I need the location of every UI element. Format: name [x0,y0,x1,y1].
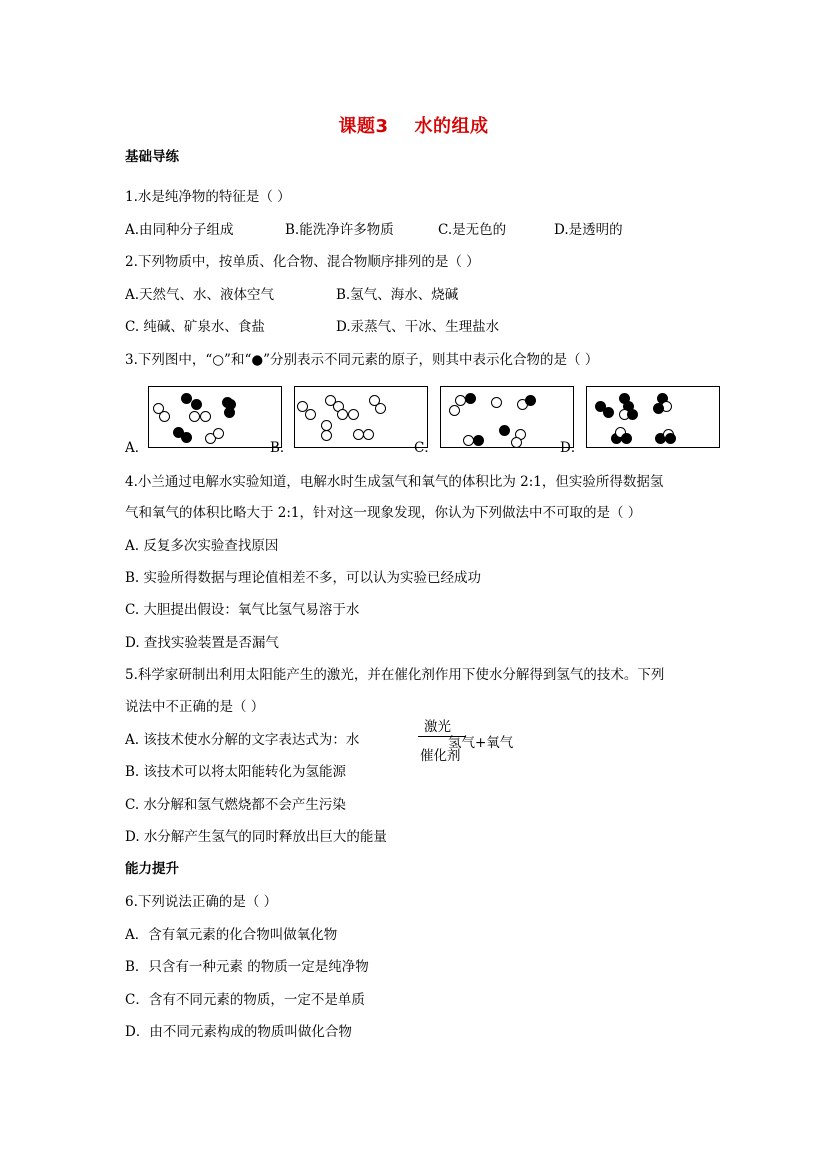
q5-stem-line2: 说法中不正确的是（ ） [125,699,265,715]
black-atom [603,407,614,418]
q3-figure-c [440,386,574,448]
white-atom [305,409,316,420]
title-part2: 水的组成 [414,116,489,137]
white-atom [321,430,332,441]
q5-stem-line1: 5.科学家研制出利用太阳能产生的激光，并在催化剂作用下使水分解得到氢气的技术。下列 [125,667,665,683]
white-atom [200,411,211,422]
q3-figure-a [148,386,282,448]
white-atom [491,397,502,408]
black-atom [465,393,476,404]
q4-option-b: B. 实验所得数据与理论值相差不多，可以认为实验已经成功 [125,570,482,586]
black-atom [191,399,202,410]
q5-option-b: B. 该技术可以将太阳能转化为氢能源 [125,764,347,780]
black-atom [653,403,664,414]
q3-label-d: D． [560,440,585,456]
q4-stem-line1: 4.小兰通过电解水实验知道，电解水时生成氢气和氧气的体积比为 2:1，但实验所得数据氢 [125,474,664,490]
white-atom [449,405,460,416]
black-atom [525,395,536,406]
black-atom [665,433,676,444]
q5-option-d: D. 水分解产生氢气的同时释放出巨大的能量 [125,829,387,845]
q4-option-c: C. 大胆提出假设：氧气比氢气易溶于水 [125,602,360,618]
title-part1: 课题3 [338,116,389,137]
q3-label-a: A． [125,440,149,456]
white-atom [363,429,374,440]
q2-option-d: D.汞蒸气、干冰、生理盐水 [336,319,500,335]
black-atom [181,432,192,443]
equation-condition-bottom: 催化剂 [420,748,461,764]
white-atom [511,437,522,448]
q2-option-a: A.天然气、水、液体空气 [125,287,275,303]
section-basic: 基础导练 [125,149,179,165]
q1-stem: 1.水是纯净物的特征是（ ） [125,189,291,205]
q1-option-d: D.是透明的 [554,222,623,238]
black-atom [473,435,484,446]
q1-option-c: C.是无色的 [438,222,507,238]
q3-label-c: C． [414,440,438,456]
q4-option-a: A. 反复多次实验查找原因 [125,538,279,554]
page-title [0,112,827,138]
q6-option-a: A．含有氧元素的化合物叫做氧化物 [125,927,338,943]
white-atom [189,411,200,422]
white-atom [213,428,224,439]
q2-option-c: C. 纯碱、矿泉水、食盐 [125,319,265,335]
black-atom [224,407,235,418]
q5-option-a: A. 该技术使水分解的文字表达式为：水 [125,732,360,748]
q2-option-b: B.氢气、海水、烧碱 [336,287,459,303]
black-atom [621,433,632,444]
q3-figure-b [294,386,428,448]
black-atom [499,425,510,436]
q4-stem-line2: 气和氧气的体积比略大于 2:1，针对这一现象发现，你认为下列做法中不可取的是（ ） [125,505,642,521]
white-atom [159,411,170,422]
equation-products: 氢气+氧气 [448,735,514,751]
q3-label-b: B． [270,440,294,456]
equation-condition-top: 激光 [424,719,451,735]
q2-stem: 2.下列物质中，按单质、化合物、混合物顺序排列的是（ ） [125,254,480,270]
q6-option-c: C．含有不同元素的物质，一定不是单质 [125,992,365,1008]
section-advanced: 能力提升 [125,861,179,877]
q3-figure-d [586,386,720,448]
q6-option-b: B．只含有一种元素 的物质一定是纯净物 [125,959,369,975]
q6-option-d: D．由不同元素构成的物质叫做化合物 [125,1024,352,1040]
q6-stem: 6.下列说法正确的是（ ） [125,894,278,910]
q1-option-a: A.由同种分子组成 [125,222,234,238]
white-atom [348,409,359,420]
q3-stem: 3.下列图中，“○”和“●”分别表示不同元素的原子，则其中表示化合物的是（ ） [125,352,599,368]
white-atom [375,403,386,414]
q4-option-d: D. 查找实验装置是否漏气 [125,635,279,651]
q5-option-c: C. 水分解和氢气燃烧都不会产生污染 [125,797,346,813]
q1-option-b: B.能洗净许多物质 [285,222,394,238]
white-atom [337,409,348,420]
black-atom [627,409,638,420]
